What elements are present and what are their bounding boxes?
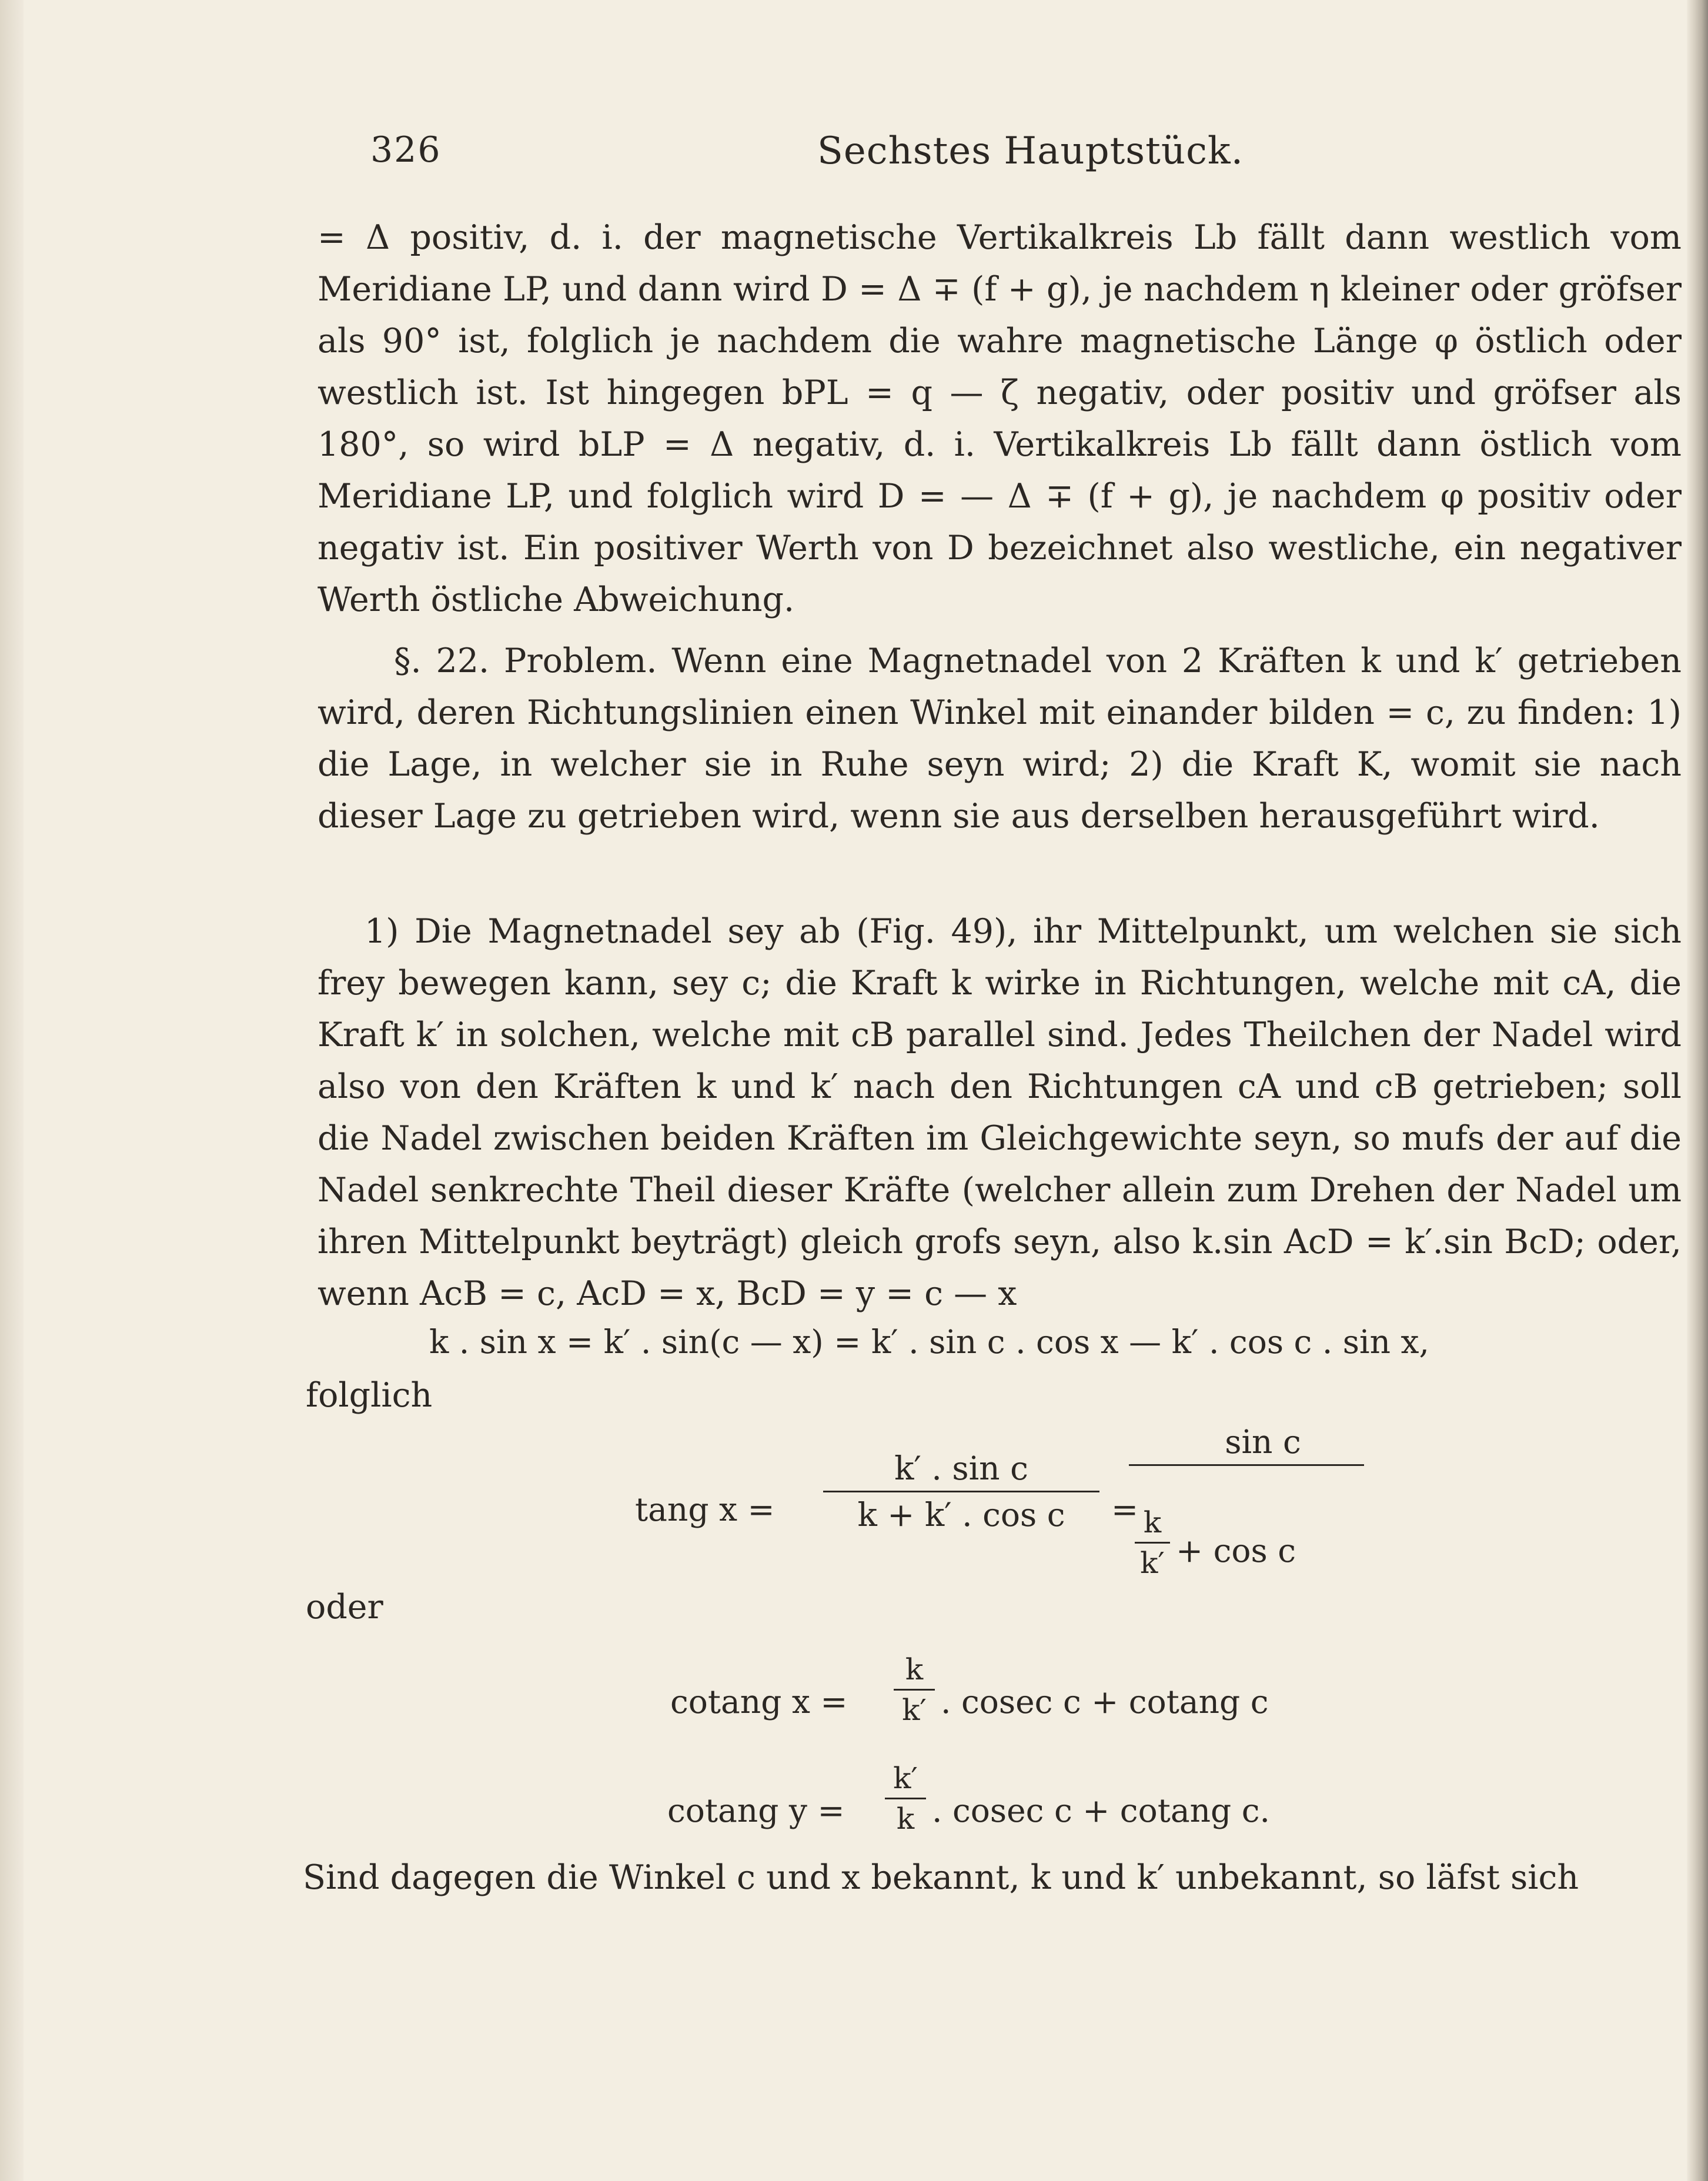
tang-inner-bar <box>1135 1542 1170 1544</box>
page-left-shadow <box>0 0 24 2181</box>
paragraph-3 <box>317 906 1682 1320</box>
tang-inner-kprime: k′ <box>1140 1546 1165 1580</box>
cotang-y-rhs: . cosec c + cotang c. <box>932 1792 1271 1829</box>
tang-inner-k: k <box>1143 1505 1162 1539</box>
word-oder: oder <box>306 1588 383 1626</box>
running-head: Sechstes Hauptstück. <box>817 129 1244 173</box>
paragraph-problem-text: §. 22. Problem. Wenn eine Magnetnadel von 2 Kräften k und k′ getrieben wird, deren Richtungslinien einen Winkel mit einander bilden = c, zu finden: 1) die Lage, in welcher sie in Ruhe seyn wird; 2) die Kraft K, womit sie nach dieser Lage zu getrieben wird, wenn sie aus derselben herausgeführt wird. <box>317 642 1682 836</box>
page-number: 326 <box>370 129 442 171</box>
page-edge <box>1687 0 1708 2181</box>
tang-equals: = <box>1111 1491 1139 1528</box>
cotang-x-num: k <box>905 1652 924 1686</box>
tang-fraction-2-numerator: sin c <box>1225 1423 1301 1461</box>
cotang-x-fraction <box>894 1652 935 1727</box>
tang-fraction-2-inner <box>1135 1505 1170 1580</box>
paragraph-3-text: 1) Die Magnetnadel sey ab (Fig. 49), ihr Mittelpunkt, um welchen sie sich frey bewegen kann, sey c; die Kraft k wirke in Richtungen, welche mit cA, die Kraft k′ in solchen, welche mit cB parallel sind. Jedes Theilchen der Nadel wird also von den Kräften k und k′ nach den Richtungen cA und cB getrieben; soll die Nadel zwischen beiden Kräften im Gleichgewichte seyn, so mufs der auf die Nadel senkrechte Theil dieser Kräfte (welcher allein zum Drehen der Nadel um ihren Mittelpunkt beyträgt) gleich grofs seyn, also k.sin AcD = k′.sin BcD; oder, wenn AcB = c, AcD = x, BcD = y = c — x <box>317 912 1682 1313</box>
tang-lhs: tang x = <box>635 1491 775 1528</box>
formula-sin-equation: k . sin x = k′ . sin(c — x) = k′ . sin c . cos x — k′ . cos c . sin x, <box>429 1323 1430 1361</box>
formula-cotang-y <box>667 1761 1373 1867</box>
cotang-x-lhs: cotang x = <box>670 1683 848 1721</box>
word-folglich: folglich <box>306 1376 433 1415</box>
tang-fraction-1-bar <box>823 1491 1099 1492</box>
paragraph-1 <box>317 212 1682 626</box>
cotang-y-fraction <box>885 1761 926 1836</box>
last-line: Sind dagegen die Winkel c und x bekannt, k und k′ unbekannt, so läfst sich <box>303 1858 1579 1897</box>
tang-fraction-2-rest: + cos c <box>1176 1532 1296 1569</box>
cotang-x-den: k′ <box>902 1693 927 1727</box>
paragraph-problem <box>317 635 1682 842</box>
paragraph-1-text: = Δ positiv, d. i. der magnetische Vertikalkreis Lb fällt dann westlich vom Meridiane LP, und dann wird D = Δ ∓ (f + g), je nachdem η kleiner oder gröfser als 90° ist, folglich je nachdem die wahre magnetische Länge φ östlich oder westlich ist. Ist hingegen bPL = q — ζ negativ, oder positiv und gröfser als 180°, so wird bLP = Δ negativ, d. i. Vertikalkreis Lb fällt dann östlich vom Meridiane LP, und folglich wird D = — Δ ∓ (f + g), je nachdem φ positiv oder negativ ist. Ein positiver Werth von D bezeichnet also westliche, ein negativer Werth östliche Abweichung. <box>317 218 1682 619</box>
cotang-y-num: k′ <box>893 1761 918 1795</box>
tang-fraction-1-denominator: k + k′ . cos c <box>857 1496 1065 1534</box>
cotang-y-den: k <box>896 1802 915 1836</box>
cotang-y-lhs: cotang y = <box>667 1792 845 1829</box>
formula-tang <box>635 1423 1341 1580</box>
cotang-y-bar <box>885 1798 926 1799</box>
tang-fraction-1-numerator: k′ . sin c <box>894 1449 1028 1487</box>
tang-fraction-2 <box>1129 1423 1364 1469</box>
cotang-x-bar <box>894 1689 935 1691</box>
page-header <box>370 129 1244 194</box>
tang-fraction-2-bar <box>1129 1464 1364 1466</box>
tang-fraction-1 <box>823 1449 1099 1534</box>
cotang-x-rhs: . cosec c + cotang c <box>941 1683 1269 1721</box>
formula-cotang-x <box>670 1652 1376 1758</box>
